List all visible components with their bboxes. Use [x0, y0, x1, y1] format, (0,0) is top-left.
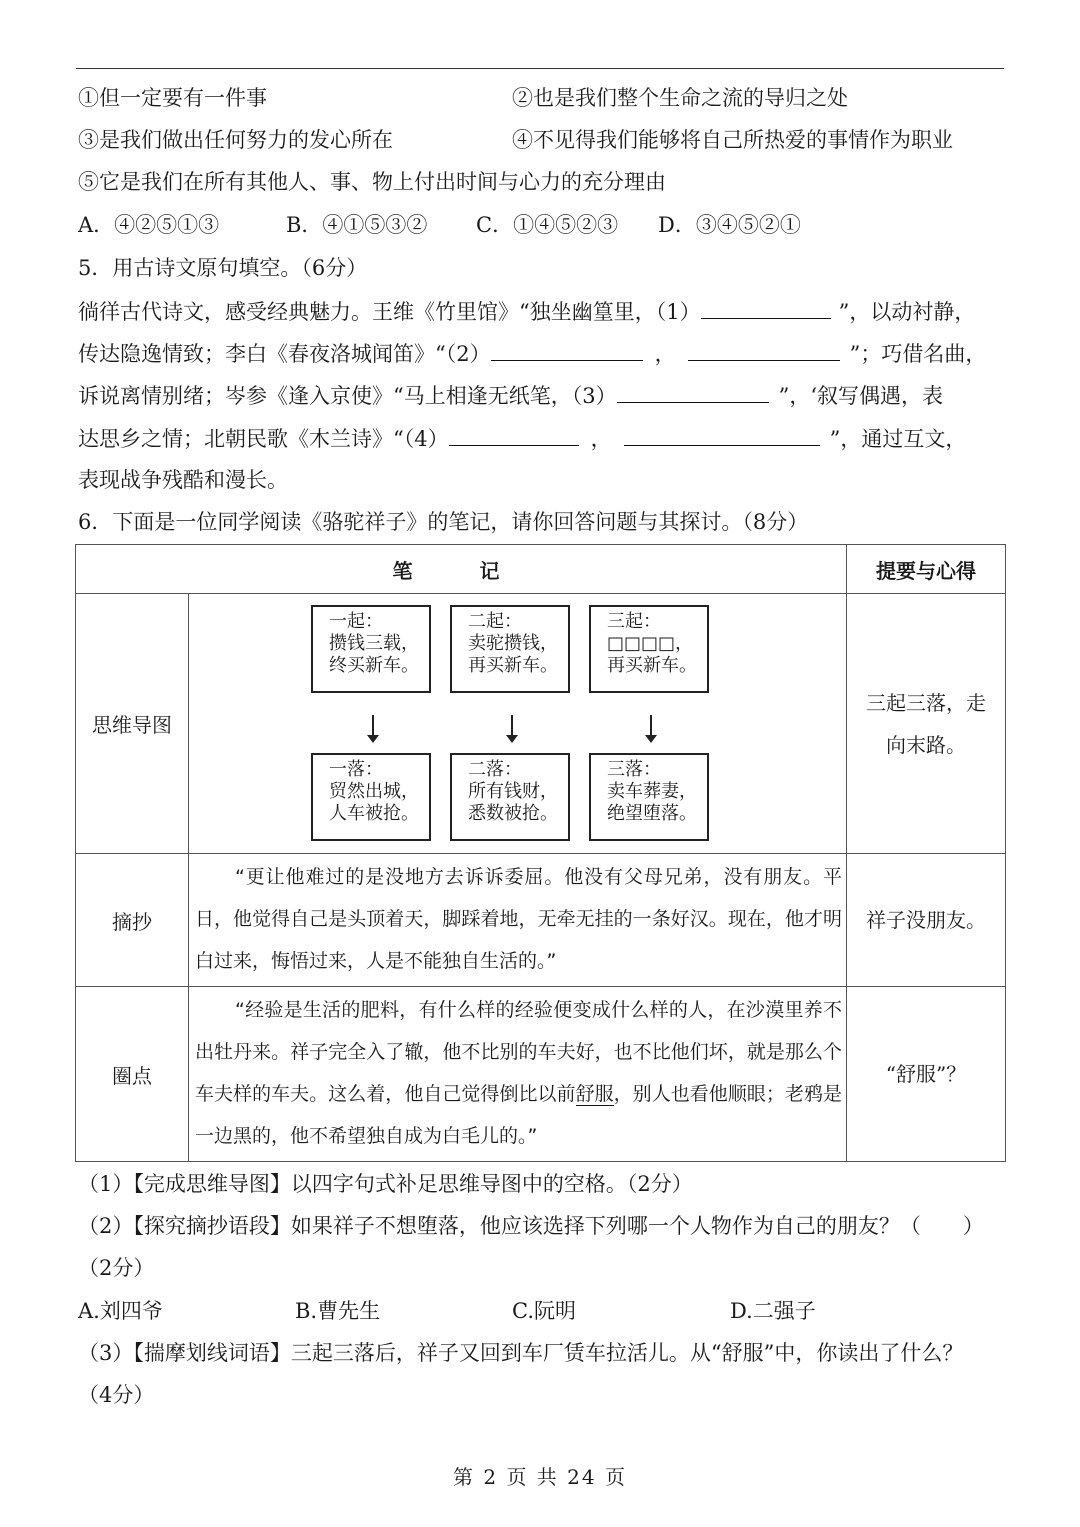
down-arrow-icon	[511, 715, 513, 737]
mindmap-box-down2: 二落： 所有钱财， 悉数被抢。	[450, 753, 570, 841]
excerpt-cell	[189, 854, 847, 987]
blank-2b[interactable]	[688, 338, 840, 361]
option-1: ①但一定要有一件事	[78, 86, 267, 110]
mindmap-cell	[189, 594, 847, 854]
blank-3[interactable]	[617, 380, 769, 403]
q6-title: 6．下面是一位同学阅读《骆驼祥子》的笔记，请你回答问题与其探讨。（8分）	[78, 510, 809, 534]
option-line-1	[78, 83, 848, 113]
annotate-label: 圈点	[76, 987, 189, 1162]
sub-question-1: （1）【完成思维导图】以四字句式补足思维导图中的空格。（2分）	[78, 1172, 693, 1196]
annotate-tip: “舒服”？	[847, 987, 1006, 1162]
q5-line-3: 诉说离情别绪；岑参《逢入京使》“马上相逢无纸笔，（3） ”，‘叙写偶遇，表	[78, 380, 943, 411]
underlined-word: 舒服	[575, 1083, 614, 1105]
sub-question-3: （3）【揣摩划线词语】三起三落后，祥子又回到车厂赁车拉活儿。从“舒服”中，你读出了什么？	[78, 1341, 964, 1365]
blank-4b[interactable]	[624, 423, 820, 446]
notes-header: 笔 记	[76, 545, 847, 594]
blank-1[interactable]	[701, 296, 831, 319]
q5-title: 5．用古诗文原句填空。（6分）	[78, 256, 368, 280]
excerpt-tip: 祥子没朋友。	[847, 854, 1006, 987]
q5-line-4: 达思乡之情；北朝民歌《木兰诗》“（4） ， ”，通过互文，	[78, 423, 966, 454]
excerpt-label: 摘抄	[76, 854, 189, 987]
mindmap-box-up2: 二起： 卖驼攒钱， 再买新车。	[450, 605, 570, 693]
option-c: C.阮明	[512, 1299, 576, 1323]
excerpt-quote: “更让他难过的是没地方去诉诉委屈。他没有父母兄弟，没有朋友。平日，他觉得自己是头顶着天，脚踩着地，无牵无挂的一条好汉。现在，他才明白过来，悔悟过来，人是不能独自生活的。”	[195, 866, 842, 972]
option-4: ④不见得我们能够将自己所热爱的事情作为职业	[512, 128, 953, 152]
q5-line-1: 徜徉古代诗文，感受经典魅力。王维《竹里馆》“独坐幽篁里，（1） ”，以动衬静，	[78, 296, 975, 327]
mindmap-box-up3: 三起： □□□□， 再买新车。	[589, 605, 709, 693]
option-3: ③是我们做出任何努力的发心所在	[78, 128, 393, 152]
q5-line-5: 表现战争残酷和漫长。	[78, 468, 288, 492]
mind-map	[189, 595, 845, 853]
choice-c: C．①④⑤②③	[476, 213, 619, 237]
choice-d: D．③④⑤②①	[658, 213, 801, 237]
choice-b: B．④①⑤③②	[286, 213, 428, 237]
sub-question-3-score: （4分）	[78, 1383, 155, 1407]
mindmap-label: 思维导图	[76, 594, 189, 854]
option-b: B.曹先生	[295, 1299, 381, 1323]
option-a: A.刘四爷	[78, 1299, 163, 1323]
blank-2a[interactable]	[491, 338, 643, 361]
page-footer: 第 2 页 共 24 页	[453, 1465, 627, 1489]
annotate-quote-b: ，别人也看他顺眼；老鸦是一边黑的，他不希望独自成为白毛儿的。”	[195, 1083, 842, 1147]
notes-table	[75, 544, 1006, 1162]
option-2: ②也是我们整个生命之流的导归之处	[512, 86, 848, 110]
option-line-2	[78, 125, 953, 155]
mindmap-tip: 三起三落，走向末路。	[847, 594, 1006, 854]
option-d: D.二强子	[730, 1299, 816, 1323]
option-5: ⑤它是我们在所有其他人、事、物上付出时间与心力的充分理由	[78, 170, 666, 194]
mindmap-box-down3: 三落： 卖车葬妻， 绝望堕落。	[589, 753, 709, 841]
sub-question-2: （2）【探究摘抄语段】如果祥子不想堕落，他应该选择下列哪一个人物作为自己的朋友？（ ）	[78, 1214, 984, 1238]
mindmap-box-up1: 一起： 攒钱三载， 终买新车。	[311, 605, 431, 693]
choice-a: A．④②⑤①③	[78, 213, 220, 237]
down-arrow-icon	[372, 715, 374, 737]
down-arrow-icon	[650, 715, 652, 737]
annotate-quote-a: “经验是生活的肥料，有什么样的经验便变成什么样的人，在沙漠里养不出牡丹来。祥子完全入了辙，他不比别的车夫好，也不比他们坏，就是那么个车夫样的车夫。这么着，他自己觉得倒比以前	[195, 999, 842, 1105]
header-rule	[76, 68, 1004, 69]
blank-4a[interactable]	[449, 423, 579, 446]
tips-header: 提要与心得	[847, 545, 1006, 594]
mindmap-box-down1: 一落： 贸然出城， 人车被抢。	[311, 753, 431, 841]
sub-question-2-score: （2分）	[78, 1256, 155, 1280]
annotate-cell	[189, 987, 847, 1162]
q5-line-2: 传达隐逸情致；李白《春夜洛城闻笛》“（2） ， ”；巧借名曲，	[78, 338, 986, 369]
